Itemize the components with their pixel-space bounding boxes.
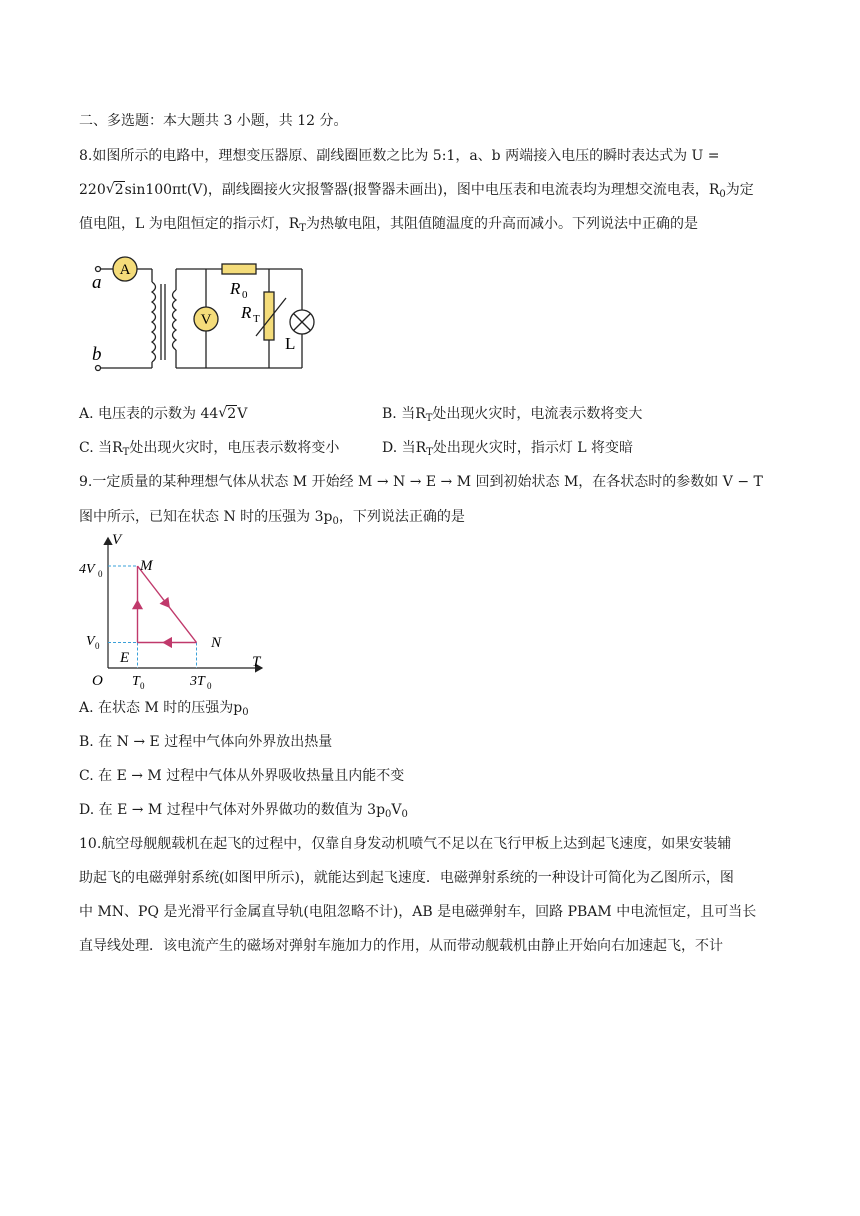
v1-tick-subscript: 0 — [95, 641, 100, 651]
subscript: T — [425, 413, 433, 424]
t1-tick-label: T — [132, 674, 140, 689]
v4-tick-subscript: 0 — [98, 569, 103, 579]
q8-option-c — [79, 438, 339, 463]
r0-resistor — [222, 264, 256, 274]
v-axis-label: V — [112, 532, 122, 548]
q9-option-b: B. 在 N → E 过程中气体向外界放出热量 — [79, 734, 333, 750]
terminal-b-label: b — [92, 344, 102, 365]
subscript: 0 — [332, 516, 339, 527]
t-axis-label: T — [252, 654, 261, 670]
subscript: T — [122, 447, 130, 458]
q9-option-d — [79, 800, 408, 825]
r0-subscript: 0 — [242, 289, 248, 301]
q8-text: sin100πt(V)，副线圈接火灾报警器(报警器未画出)，图中电压表和电流表均为理想交流电表，R — [124, 182, 720, 198]
q9-text: ，下列说法正确的是 — [338, 509, 465, 525]
q8-line-1: 8.如图所示的电路中，理想变压器原、副线圈匝数之比为 5:1，a、b 两端接入电压的瞬时表达式为 U = — [79, 148, 720, 164]
q10-line-4: 直导线处理．该电流产生的磁场对弹射车施加力的作用，从而带动舰载机由静止开始向右加速起飞，不计 — [79, 938, 723, 954]
option-text: A. 在状态 M 时的压强为p — [79, 700, 243, 716]
q9-line-2 — [79, 507, 465, 532]
v1-tick-label: V — [86, 634, 95, 649]
sqrt-symbol: √ 2 — [218, 404, 237, 424]
q10-line-3: 中 MN、PQ 是光滑平行金属直导轨(电阻忽略不计)，AB 是电磁弹射车，回路 PBAM 中电流恒定，且可当长 — [79, 904, 757, 920]
subscript: 0 — [719, 189, 726, 200]
q8-option-b — [382, 404, 642, 429]
rt-subscript: T — [253, 313, 260, 325]
voltmeter-label: V — [200, 312, 212, 328]
lamp-label: L — [285, 334, 296, 353]
option-text: V — [391, 802, 402, 818]
option-text: 处出现火灾时，电流表示数将变大 — [432, 406, 643, 422]
t1-tick-subscript: 0 — [140, 681, 145, 691]
q8-line-2 — [79, 180, 754, 205]
q8-option-d — [382, 438, 633, 463]
option-text: C. 当R — [79, 440, 123, 456]
lamp-icon — [290, 310, 314, 334]
t3-tick-label: 3T — [190, 674, 205, 689]
q8-text: 值电阻，L 为电阻恒定的指示灯，R — [79, 216, 300, 232]
q9-option-c: C. 在 E → M 过程中气体从外界吸收热量且内能不变 — [79, 768, 405, 784]
t3-tick-subscript: 0 — [207, 681, 212, 691]
section-heading: 二、多选题：本大题共 3 小题，共 12 分。 — [79, 113, 348, 129]
ammeter-label: A — [119, 262, 131, 278]
option-text: A. 电压表的示数为 44 — [79, 406, 219, 422]
circuit-diagram — [86, 252, 336, 378]
sqrt-symbol: √ 2 — [106, 180, 125, 200]
q8-text: 220 — [79, 182, 106, 198]
subscript: 0 — [401, 809, 408, 820]
option-text: D. 在 E → M 过程中气体对外界做功的数值为 3p — [79, 802, 386, 818]
option-text: 处出现火灾时，电压表示数将变小 — [129, 440, 340, 456]
subscript: T — [299, 223, 306, 234]
terminal-a-label: a — [92, 272, 102, 293]
q8-text: 为热敏电阻，其阻值随温度的升高而减小。下列说法中正确的是 — [305, 216, 698, 232]
q8-line-3 — [79, 214, 698, 239]
origin-label: O — [92, 673, 103, 689]
option-text: B. 当R — [382, 406, 426, 422]
q9-text: 图中所示，已知在状态 N 时的压强为 3p — [79, 509, 333, 525]
state-e-label: E — [120, 650, 130, 666]
subscript: T — [426, 447, 433, 458]
subscript: 0 — [385, 809, 392, 820]
rt-label: R — [241, 303, 252, 322]
state-m-label: M — [140, 558, 153, 574]
q8-option-a — [79, 404, 247, 424]
q10-line-2: 助起飞的电磁弹射系统(如图甲所示)，就能达到起飞速度．电磁弹射系统的一种设计可简化为乙图所示，图 — [79, 870, 734, 886]
option-text: V — [237, 406, 248, 422]
q10-line-1: 10.航空母舰舰载机在起飞的过程中，仅靠自身发动机喷气不足以在飞行甲板上达到起飞速度，如果安装辅 — [79, 836, 732, 852]
subscript: 0 — [242, 707, 249, 718]
process-m-to-n-arrow — [165, 601, 169, 606]
q8-text: 为定 — [725, 182, 754, 198]
q9-option-a — [79, 698, 249, 723]
state-n-label: N — [211, 635, 222, 651]
v4-tick-label: 4V — [79, 562, 95, 577]
r0-label: R — [230, 279, 241, 298]
vt-graph — [76, 530, 276, 692]
option-text: 处出现火灾时，指示灯 L 将变暗 — [432, 440, 634, 456]
option-text: D. 当R — [382, 440, 427, 456]
q9-line-1: 9.一定质量的某种理想气体从状态 M 开始经 M → N → E → M 回到初始状态 M，在各状态时的参数如 V − T — [79, 474, 763, 490]
